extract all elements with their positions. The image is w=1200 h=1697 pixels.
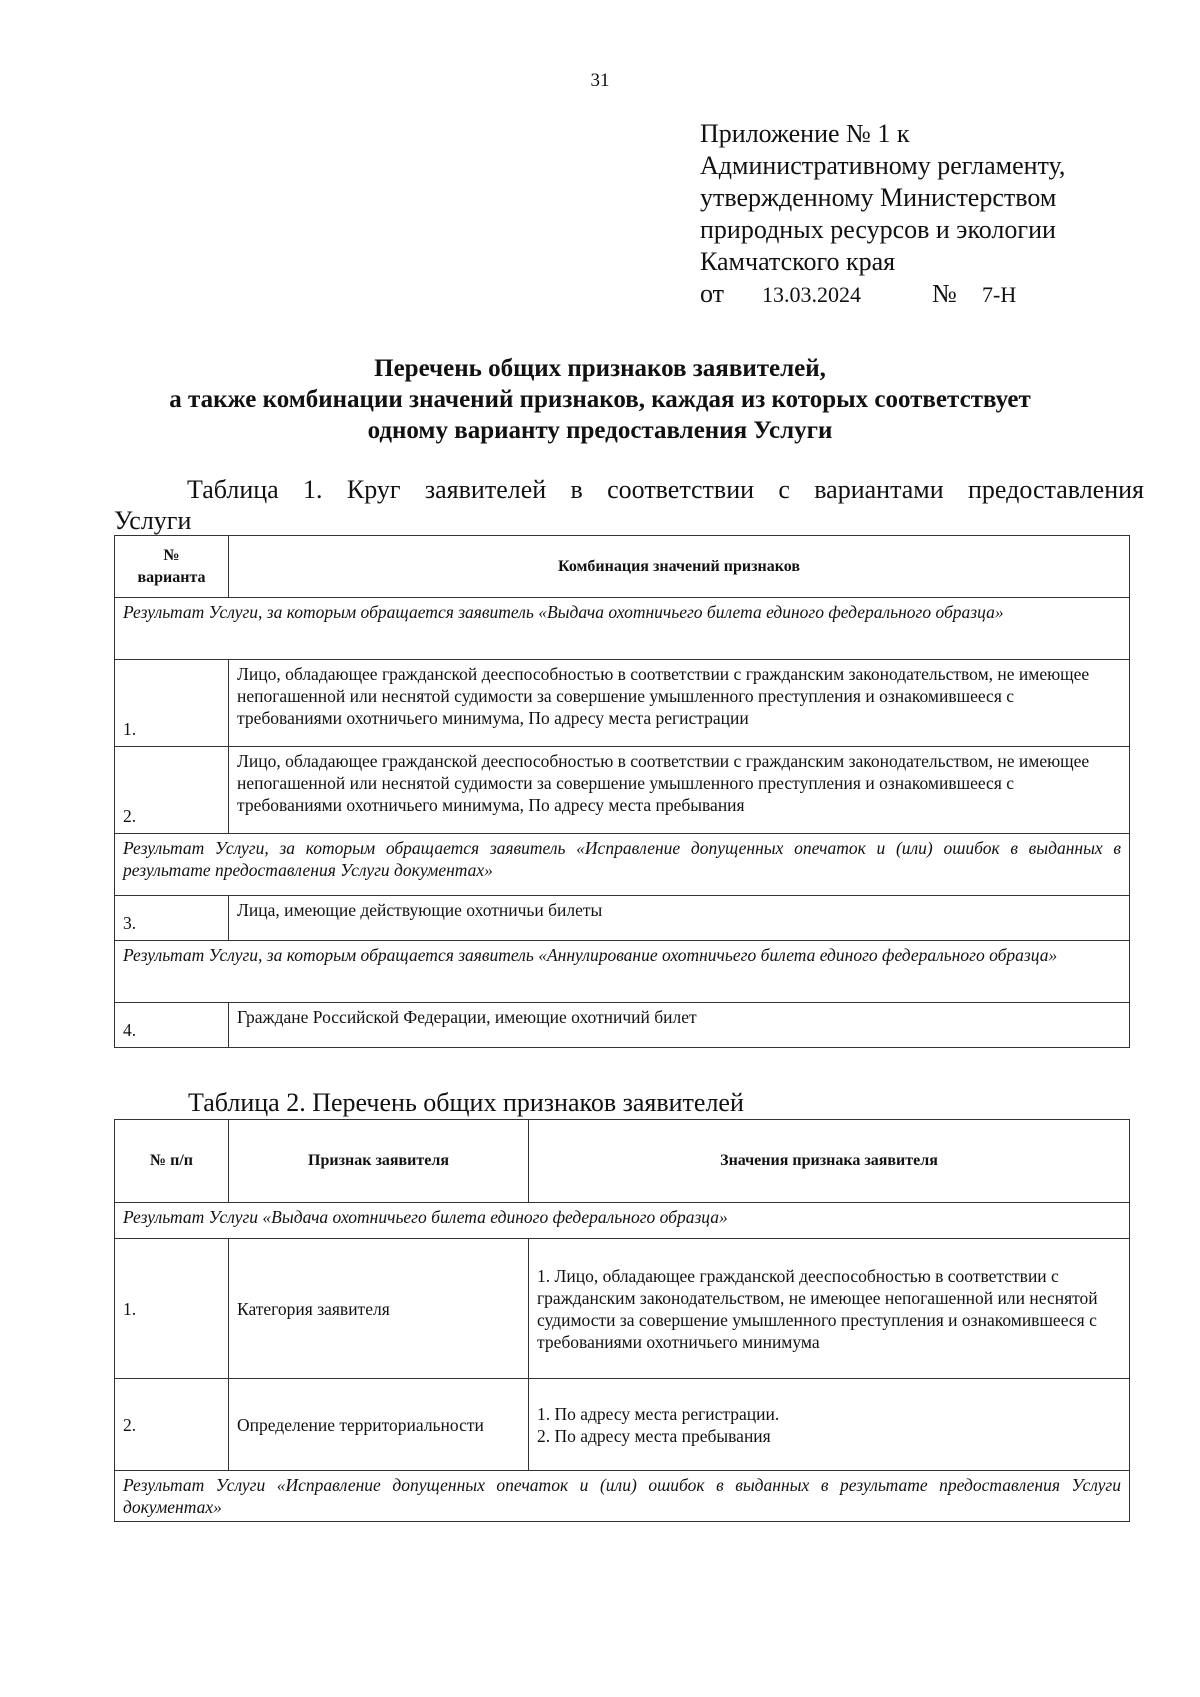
variant-combination: Граждане Российской Федерации, имеющие охотничий билет (229, 1003, 1130, 1048)
header-variant (115, 536, 229, 598)
attribute-name: Категория заявителя (229, 1239, 529, 1379)
attribute-number: 2. (115, 1379, 229, 1471)
attribute-value: 1. Лицо, обладающее гражданской дееспособностью в соответствии с гражданским законодательством, не имеющее непогашенной или неснятой судимости за совершение умышленного преступления и ознакомившееся с требованиями охотничьего минимума (529, 1239, 1130, 1379)
applicant-attributes-table (114, 1119, 1130, 1522)
variant-combination: Лица, имеющие действующие охотничьи билеты (229, 896, 1130, 941)
variant-number: 1. (115, 660, 229, 747)
date-prefix: от (700, 279, 725, 308)
appendix-date-line (700, 278, 1180, 311)
table1-caption-end: Услуги (114, 506, 192, 535)
attribute-name: Определение территориальности (229, 1379, 529, 1471)
number-sign: № (932, 279, 957, 308)
variant-number: 4. (115, 1003, 229, 1048)
date-value: 13.03.2024 (762, 282, 861, 307)
appendix-line: утвержденному Министерством (700, 183, 1057, 212)
variant-number: 2. (115, 747, 229, 834)
value-line: 2. По адресу места пребывания (537, 1425, 771, 1446)
document-title (100, 353, 1100, 446)
result-section: Результат Услуги «Исправление допущенных опечаток и (или) ошибок в выданных в результате предоставления Услуги документах» (115, 1471, 1130, 1522)
variant-number: 3. (115, 896, 229, 941)
attribute-value (529, 1379, 1130, 1471)
result-section: Результат Услуги «Выдача охотничьего билета единого федерального образца» (115, 1203, 1130, 1239)
header-num: № п/п (115, 1120, 229, 1203)
title-line: одному варианту предоставления Услуги (367, 417, 833, 444)
applicant-variants-table (114, 535, 1130, 1048)
result-section: Результат Услуги, за которым обращается заявитель «Исправление допущенных опечаток и (или) ошибок в выданных в результате предоставления Услуги документах» (115, 834, 1130, 896)
document-number: 7-Н (982, 282, 1017, 307)
header-variant-label: варианта (137, 568, 206, 586)
appendix-block (700, 118, 1180, 311)
variant-combination: Лицо, обладающее гражданской дееспособностью в соответствии с гражданским законодательством, не имеющее непогашенной или неснятой судимости за совершение умышленного преступления и ознакомившееся с требованиями охотничьего минимума, По адресу места пребывания (229, 747, 1130, 834)
value-line: 1. По адресу места регистрации. (537, 1403, 780, 1424)
result-section: Результат Услуги, за которым обращается заявитель «Выдача охотничьего билета единого федерального образца» (115, 598, 1130, 660)
appendix-line: Приложение № 1 к (700, 119, 910, 148)
appendix-line: Административному регламенту, (700, 151, 1066, 180)
title-line: а также комбинации значений признаков, каждая из которых соответствует (169, 386, 1031, 413)
header-variant-sign: № (163, 546, 180, 564)
appendix-line: природных ресурсов и экологии (700, 215, 1056, 244)
header-values: Значения признака заявителя (529, 1120, 1130, 1203)
appendix-line: Камчатского края (700, 247, 896, 276)
variant-combination: Лицо, обладающее гражданской дееспособностью в соответствии с гражданским законодательством, не имеющее непогашенной или неснятой судимости за совершение умышленного преступления и ознакомившееся с требованиями охотничьего минимума, По адресу места регистрации (229, 660, 1130, 747)
attribute-number: 1. (115, 1239, 229, 1379)
table2-caption: Таблица 2. Перечень общих признаков заявителей (188, 1088, 744, 1117)
header-combination: Комбинация значений признаков (229, 536, 1130, 598)
result-section: Результат Услуги, за которым обращается заявитель «Аннулирование охотничьего билета единого федерального образца» (115, 941, 1130, 1003)
header-attribute: Признак заявителя (229, 1120, 529, 1203)
table1-caption: Таблица 1. Круг заявителей в соответствии с вариантами предоставления (187, 475, 1144, 504)
title-line: Перечень общих признаков заявителей, (374, 355, 826, 382)
page-number: 31 (590, 70, 610, 91)
